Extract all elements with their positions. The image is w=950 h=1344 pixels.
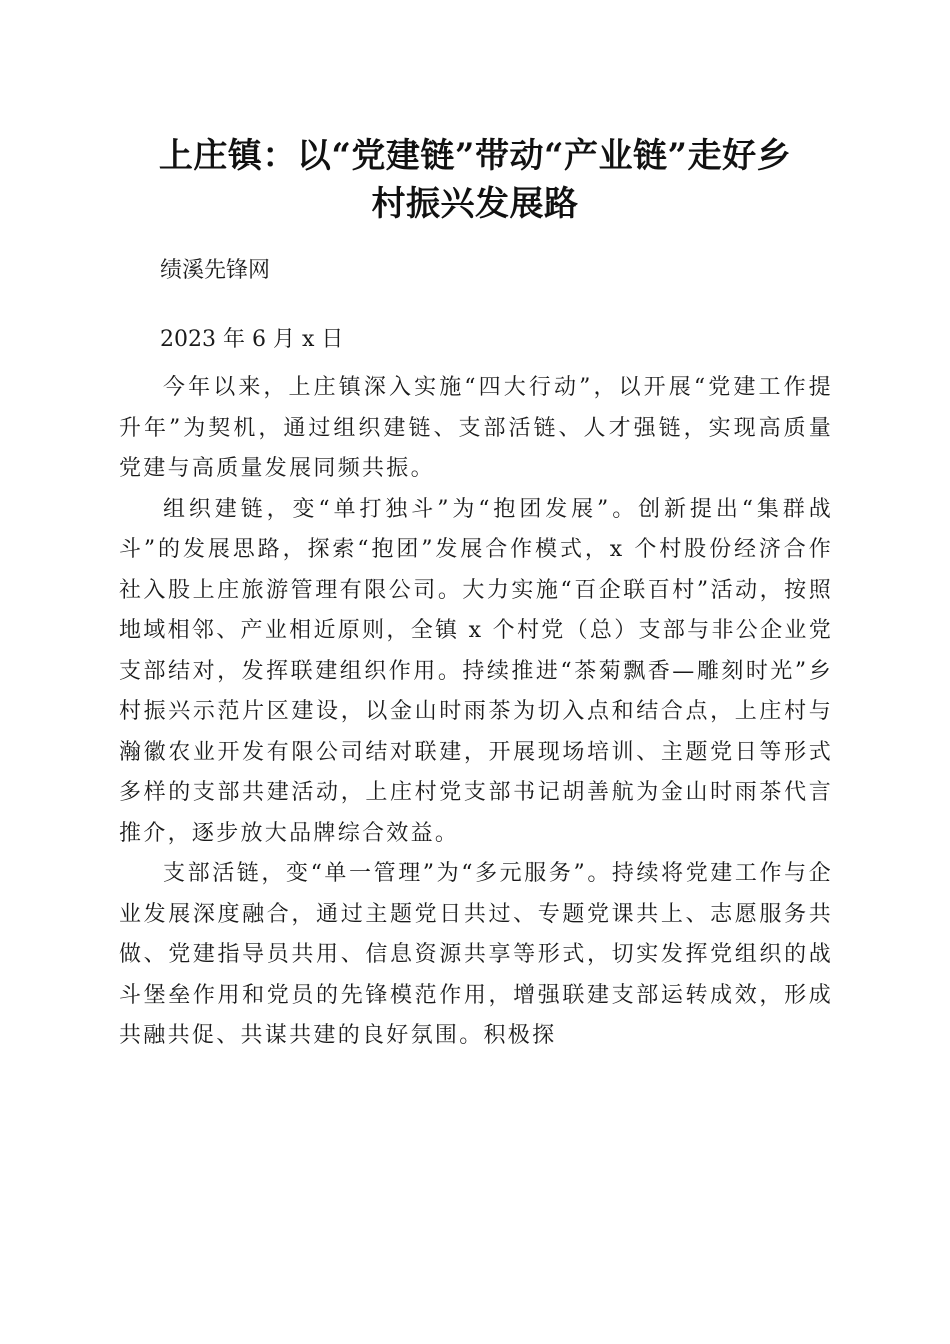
source-label: 绩溪先锋网 bbox=[160, 258, 271, 283]
paragraph-branch: 支部活链，变“单一管理”为“多元服务”。持续将党建工作与企业发展深度融合，通过主题党日共过、专题党课共上、志愿服务共做、党建指导员共用、信息资源共享等形式，切实发挥党组织的战斗堡垒作用和党员的先锋模范作用，增强联建支部运转成效，形成共融共促、共谋共建的良好氛围。积极探 bbox=[119, 861, 833, 1048]
article-body bbox=[119, 368, 833, 1057]
title-line-2: 村振兴发展路 bbox=[371, 184, 579, 224]
paragraph-intro: 今年以来，上庄镇深入实施“四大行动”，以开展“党建工作提升年”为契机，通过组织建链、支部活链、人才强链，实现高质量党建与高质量发展同频共振。 bbox=[119, 375, 833, 481]
document-title bbox=[110, 132, 840, 228]
publish-date: 2023 年 6 月 x 日 bbox=[160, 327, 344, 352]
paragraph-organization: 组织建链，变“单打独斗”为“抱团发展”。创新提出“集群战斗”的发展思路，探索“抱团”发展合作模式，x 个村股份经济合作社入股上庄旅游管理有限公司。大力实施“百企联百村”活动，按照地域相邻、产业相近原则，全镇 x 个村党（总）支部与非公企业党支部结对，发挥联建组织作用。持续推进“茶菊飘香—雕刻时光”乡村振兴示范片区建设，以金山时雨茶为切入点和结合点，上庄村与瀚徽农业开发有限公司结对联建，开展现场培训、主题党日等形式多样的支部共建活动，上庄村党支部书记胡善航为金山时雨茶代言推介，逐步放大品牌综合效益。 bbox=[119, 496, 833, 846]
title-line-1: 上庄镇：以“党建链”带动“产业链”走好乡 bbox=[158, 136, 792, 176]
